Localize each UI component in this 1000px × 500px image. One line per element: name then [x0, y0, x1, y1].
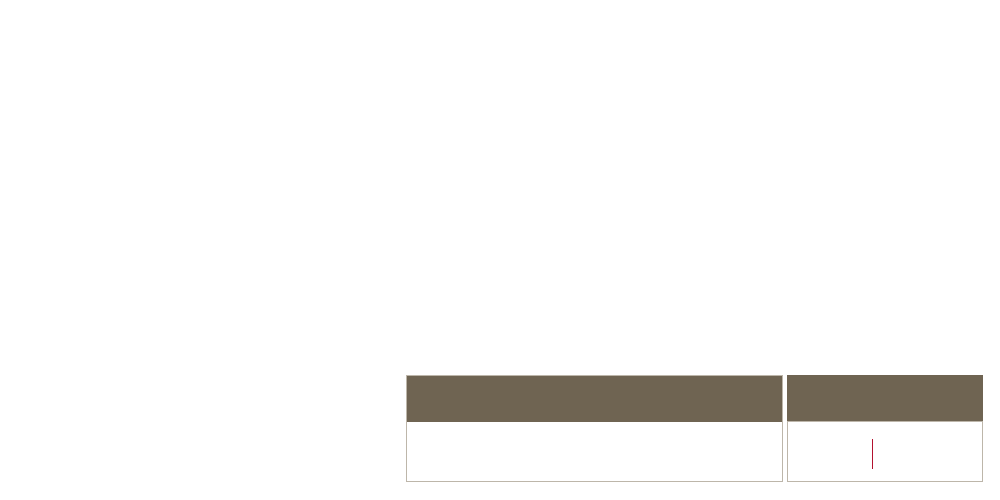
week-box — [787, 421, 983, 482]
mini-calendar — [406, 375, 783, 482]
mini-calendar-header — [407, 376, 782, 422]
week-divider — [872, 439, 873, 469]
month-box — [787, 375, 983, 421]
